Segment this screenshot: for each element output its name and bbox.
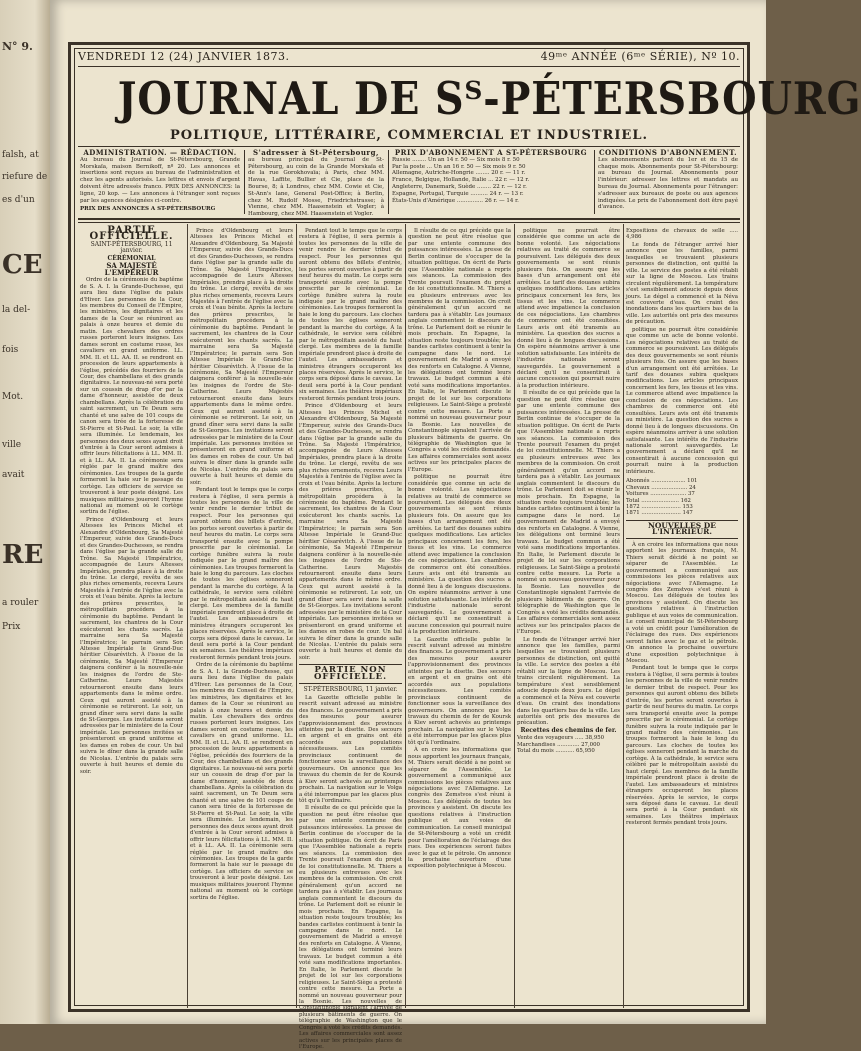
- table-row: Abonnés .................... 101: [626, 478, 698, 485]
- interior-news-heading: NOUVELLES DE L'INTÉRIEUR.: [648, 520, 716, 537]
- article-text: Pendant tout le temps que le corps restera à l'église, il sera permis à toutes les personnes de la ville de venir rendre le dernier tribut de respect. Pour les personnes qui auront obtenu des billets d'entrée, les portes seront ouvertes à partir de neuf heures du matin. Le corps sera transporté ensuite avec la pompe prescrite par le cérémonial. Le cortège funèbre suivra la route indiquée par le grand maître des cérémonies. Les troupes formeront la haie le long du parcours. Les cloches de toutes les églises sonneront pendant la marche du cortège. À la cathédrale, le service sera célébré par le métropolitain assisté du haut clergé. Les membres de la famille impériale prendront place à droite de l'autel. Les ambassadeurs et ministres étrangers occuperont les places réservées. Après le service, le corps sera déposé dans le caveau. Le deuil sera porté à la Cour pendant six semaines. Les théâtres impériaux resteront fermés pendant trois jours.: [626, 665, 738, 827]
- admin-heading: ADMINISTRATION. — RÉDACTION.: [83, 148, 237, 157]
- official-section-heading: PARTIE OFFICIELLE.: [89, 225, 174, 243]
- column-5: [517, 228, 620, 1004]
- left-fragment: CE: [2, 250, 43, 280]
- article-text: Prince d'Oldenbourg et leurs Altesses les Princes Michel et Alexandre d'Oldenbourg, Sa Majesté l'Empereur, suivie des Grands-Ducs et des Grandes-Duchesses, se rendra dans l'église par la grande salle du Trône. Sa Majesté l'Impératrice, accompagnée de Leurs Altesses Impériales, prendra place à la droite du trône. Le clergé, revêtu de ses plus riches ornements, recevra Leurs Majestés à l'entrée de l'église avec la croix et l'eau bénite. Après la lecture des prières prescrites, le métropolitain procédera à la cérémonie du baptême. Pendant le sacrement, les chantres de la Cour exécuteront les chants sacrés. La marraine sera Sa Majesté l'Impératrice; le parrain sera Son Altesse Impériale le Grand-Duc héritier Césarévitch. À l'issue de la cérémonie, Sa Majesté l'Empereur daignera conférer à la nouvelle-née les insignes de l'ordre de Ste-Catherine. Leurs Majestés retourneront ensuite dans leurs appartements dans le même ordre. Ceux qui auront assisté à la cérémonie se retireront. Le soir, un grand dîner sera servi dans la salle de St-Georges. Les invitations seront adressées par le ministère de la Cour impériale. Les personnes invitées se présenteront en grand uniforme et les dames en robes de cour. Un bal suivra le dîner dans la grande salle de Nicolas. L'entrée du palais sera ouverte à huit heures et demie du soir.: [190, 228, 293, 486]
- left-fragment: Prix: [2, 622, 21, 632]
- left-fragment: falsh, at: [2, 150, 39, 160]
- admin-text: Au bureau du Journal de St-Pétersbourg, Grande Morskaïa, maison Bernikoff, nº 20. Les annonces et insertions sont reçues au bureau de l'administration et chez les agents autorisés. Les lettres et envois d'argent doivent être adressés franco. PRIX DES ANNONCES: la ligne, 20 kop. — Les annonces à l'étranger sont reçues par les agences désignées ci-contre.: [80, 156, 240, 204]
- article-text: politique ne pourrait être considérée que comme un acte de bonne volonté. Les négociations relatives au traité de commerce se poursuivent. Les délégués des deux gouvernements se sont réunis plusieurs fois. On assure que les bases d'un arrangement ont été arrêtées. Le tarif des douanes subira quelques modifications. Les articles principaux concernent les fers, les tissus et les vins. Le commerce attend avec impatience la conclusion de ces négociations. Les chambres de commerce ont été consultées. Leurs avis ont été transmis au ministère. La question des sucres a donné lieu à de longues discussions. On espère néanmoins arriver à une solution satisfaisante. Les intérêts de l'industrie nationale seront sauvegardés. Le gouvernement a déclaré qu'il ne consentirait à aucune concession qui pourrait nuire à la production intérieure.: [626, 326, 738, 475]
- newspaper-page: [50, 0, 861, 1051]
- conditions-heading: CONDITIONS D'ABONNEMENT.: [598, 148, 738, 157]
- emperor-heading: SA MAJESTÉ L'EMPEREUR: [104, 261, 159, 277]
- railway-table: [517, 735, 620, 754]
- annonce-prices: PRIX DES ANNONCES A ST-PÉTERSBOURG: [80, 206, 216, 213]
- article-text: La Gazette officielle publie le rescrit suivant adressé au ministre des finances. Le gouvernement a pris des mesures pour assurer l'approvisionnement des provinces atteintes par la disette. Des secours en argent et en grains ont été accordés aux populations nécessiteuses. Les comités provinciaux continuent de fonctionner sous la surveillance des gouverneurs. On annonce que les travaux du chemin de fer de Koursk à Kiev seront achevés au printemps prochain. La navigation sur le Volga a été interrompue par les glaces plus tôt qu'à l'ordinaire.: [408, 636, 511, 746]
- price-line: Par la poste ... Un an 16 r. 50 — Six mois 9 r. 50: [392, 163, 526, 170]
- conditions-text: Les abonnements partent du 1er et du 15 de chaque mois. Abonnements pour St-Pétersbourg: au bureau du Journal. Abonnements pour l'intérieur: adresser les lettres et mandats au bureau du Journal. Abonnements pour l'étranger: s'adresser aux bureaux de poste ou aux agences indiquées. Le prix de l'abonnement doit être payé d'avance.: [598, 156, 738, 211]
- table-row: 1871 ....................... 147: [626, 510, 693, 517]
- conditions-box: [598, 150, 738, 214]
- non-official-heading: PARTIE NON OFFICIELLE.: [313, 665, 388, 682]
- dateline: SAINT-PÉTERSBOURG, 11 janvier.: [90, 240, 173, 255]
- masthead-subtitle: POLITIQUE, LITTÉRAIRE, COMMERCIAL ET INDUSTRIEL.: [170, 128, 648, 143]
- ceremonial-heading: CÉRÉMONIAL: [107, 254, 156, 262]
- dateline: ST-PÉTERSBOURG, 11 janvier.: [303, 686, 398, 694]
- article-text: Il résulte de ce qui précède que la question ne peut être résolue que par une entente commune des puissances intéressées. La presse de Berlin continue de s'occuper de la situation politique. On écrit de Paris que l'Assemblée nationale a repris ses séances. La commission des Trente poursuit l'examen du projet de loi constitutionnelle. M. Thiers a eu plusieurs entrevues avec les membres de la commission. On croit généralement qu'un accord ne tardera pas à s'établir. Les journaux anglais commentent le discours du trône. Le Parlement doit se réunir le mois prochain. En Espagne, la situation reste toujours troublée; les bandes carlistes continuent à tenir la campagne dans le nord. Le gouvernement de Madrid a envoyé des renforts en Catalogne. À Vienne, les délégations ont terminé leurs travaux. Le budget commun a été voté sans modifications importantes. En Italie, le Parlement discute le projet de loi sur les corporations religieuses. Le Saint-Siège a protesté contre cette mesure. La Porte a nommé un nouveau gouverneur pour la Bosnie. Les nouvelles de Constantinople signalent l'arrivée de plusieurs bâtiments de guerre. On télégraphie de Washington que le Congrès a voté les crédits demandés. Les affaires commerciales sont assez actives sur les principales places de l'Europe.: [517, 390, 620, 636]
- date-issue-line: [78, 50, 740, 64]
- article-text: Ordre de la cérémonie du baptême de S. A. I. la Grande-Duchesse, qui aura lieu dans l'église du palais d'Hiver. Les personnes de la Cour, les membres du Conseil de l'Empire, les ministres, les dignitaires et les dames de la Cour se réuniront au palais à onze heures et demie du matin. Les chevaliers des ordres russes porteront leurs insignes. Les dames seront en costume russe, les cavaliers en grand uniforme. LL. MM. II. et LL. AA. II. se rendront en procession de leurs appartements à l'église, précédés des fourriers de la Cour, des chambellans et des grands dignitaires. Le nouveau-né sera porté sur un coussin de drap d'or par la dame d'honneur, assistée de deux chambellans. Après la célébration du saint sacrement, un Te Deum sera chanté et une salve de 101 coups de canon sera tirée de la forteresse de St-Pierre et St-Paul. Le soir, la ville sera illuminée. Le lendemain, les personnes des deux sexes ayant droit d'entrée à la Cour seront admises à offrir leurs félicitations à LL. MM. II. et à LL. AA. II. La cérémonie sera réglée par le grand maître des cérémonies. Les troupes de la garde formeront la haie sur le passage du cortège. Les officiers de service se trouveront à leur poste désigné. Les musiques militaires joueront l'hymne national au moment où le cortège sortira de l'église.: [80, 277, 183, 516]
- left-fragment: avait: [2, 470, 25, 480]
- stats-table: [626, 478, 738, 517]
- column-6: [626, 228, 738, 1004]
- exhibition-line: Expositions de chevaux de selle ..... 4,986: [626, 228, 738, 241]
- left-fragment: fois: [2, 345, 19, 355]
- left-fragment: Mot.: [2, 392, 24, 402]
- admin-box: [80, 150, 240, 214]
- price-line: Espagne, Portugal, Turquie .......... 24 r. — 13 r.: [392, 190, 524, 197]
- left-fragment: N° 9.: [2, 40, 33, 53]
- article-text: Le fonds de l'étranger arrivé hier annonce que les familles, parmi lesquelles se trouvaient plusieurs personnes de distinction, ont quitté la ville. Le service des postes a été rétabli sur la ligne de Moscou. Les trains circulent régulièrement. La température s'est sensiblement adoucie depuis deux jours. Le dégel a commencé et la Néva est couverte d'eau. On craint des inondations dans les quartiers bas de la ville. Les autorités ont pris des mesures de précaution.: [626, 241, 738, 326]
- article-text: La Gazette officielle publie le rescrit suivant adressé au ministre des finances. Le gouvernement a pris des mesures pour assurer l'approvisionnement des provinces atteintes par la disette. Des secours en argent et en grains ont été accordés aux populations nécessiteuses. Les comités provinciaux continuent de fonctionner sous la surveillance des gouverneurs. On annonce que les travaux du chemin de fer de Koursk à Kiev seront achevés au printemps prochain. La navigation sur le Volga a été interrompue par les glaces plus tôt qu'à l'ordinaire.: [299, 694, 402, 804]
- price-line: Allemagne, Autriche-Hongrie ........ 20 r. — 11 r.: [392, 170, 526, 177]
- article-text: politique ne pourrait être considérée que comme un acte de bonne volonté. Les négociations relatives au traité de commerce se poursuivent. Les délégués des deux gouvernements se sont réunis plusieurs fois. On assure que les bases d'un arrangement ont été arrêtées. Le tarif des douanes subira quelques modifications. Les articles principaux concernent les fers, les tissus et les vins. Le commerce attend avec impatience la conclusion de ces négociations. Les chambres de commerce ont été consultées. Leurs avis ont été transmis au ministère. La question des sucres a donné lieu à de longues discussions. On espère néanmoins arriver à une solution satisfaisante. Les intérêts de l'industrie nationale seront sauvegardés. Le gouvernement a déclaré qu'il ne consentirait à aucune concession qui pourrait nuire à la production intérieure.: [408, 474, 511, 636]
- left-fragment: ville: [2, 440, 22, 450]
- adjacent-page-edge: [0, 0, 50, 1024]
- table-row: Voitures ..................... 37: [626, 491, 695, 498]
- railway-table-heading: Recettes des chemins de fer.: [520, 726, 617, 734]
- table-row: Chevaux ..................... 24: [626, 484, 696, 491]
- column-2: [190, 228, 293, 1004]
- article-text: Prince d'Oldenbourg et leurs Altesses les Princes Michel et Alexandre d'Oldenbourg, Sa Majesté l'Empereur, suivie des Grands-Ducs et des Grandes-Duchesses, se rendra dans l'église par la grande salle du Trône. Sa Majesté l'Impératrice, accompagnée de Leurs Altesses Impériales, prendra place à la droite du trône. Le clergé, revêtu de ses plus riches ornements, recevra Leurs Majestés à l'entrée de l'église avec la croix et l'eau bénite. Après la lecture des prières prescrites, le métropolitain procédera à la cérémonie du baptême. Pendant le sacrement, les chantres de la Cour exécuteront les chants sacrés. La marraine sera Sa Majesté l'Impératrice; le parrain sera Son Altesse Impériale le Grand-Duc héritier Césarévitch. À l'issue de la cérémonie, Sa Majesté l'Empereur daignera conférer à la nouvelle-née les insignes de l'ordre de Ste-Catherine. Leurs Majestés retourneront ensuite dans leurs appartements dans le même ordre. Ceux qui auront assisté à la cérémonie se retireront. Le soir, un grand dîner sera servi dans la salle de St-Georges. Les invitations seront adressées par le ministère de la Cour impériale. Les personnes invitées se présenteront en grand uniforme et les dames en robes de cour. Un bal suivra le dîner dans la grande salle de Nicolas. L'entrée du palais sera ouverte à huit heures et demie du soir.: [80, 516, 183, 775]
- price-line: Russie ........ Un an 14 r. 50 — Six mois 8 r. 50: [392, 156, 520, 163]
- prices-heading: PRIX D'ABONNEMENT A ST-PÉTERSBOURG: [394, 148, 588, 157]
- price-line: États-Unis d'Amérique ............... 26 r. — 14 r.: [392, 197, 519, 204]
- issue-date: VENDREDI 12 (24) JANVIER 1873.: [78, 50, 290, 63]
- left-fragment: la del-: [2, 305, 31, 315]
- table-row: Total du mois ........... 65,950: [517, 748, 595, 755]
- left-fragment: RE: [2, 540, 44, 570]
- article-text: Pendant tout le temps que le corps restera à l'église, il sera permis à toutes les personnes de la ville de venir rendre le dernier tribut de respect. Pour les personnes qui auront obtenu des billets d'entrée, les portes seront ouvertes à partir de neuf heures du matin. Le corps sera transporté ensuite avec la pompe prescrite par le cérémonial. Le cortège funèbre suivra la route indiquée par le grand maître des cérémonies. Les troupes formeront la haie le long du parcours. Les cloches de toutes les églises sonneront pendant la marche du cortège. À la cathédrale, le service sera célébré par le métropolitain assisté du haut clergé. Les membres de la famille impériale prendront place à droite de l'autel. Les ambassadeurs et ministres étrangers occuperont les places réservées. Après le service, le corps sera déposé dans le caveau. Le deuil sera porté à la Cour pendant six semaines. Les théâtres impériaux resteront fermés pendant trois jours.: [299, 228, 402, 402]
- article-text: Ordre de la cérémonie du baptême de S. A. I. la Grande-Duchesse, qui aura lieu dans l'église du palais d'Hiver. Les personnes de la Cour, les membres du Conseil de l'Empire, les ministres, les dignitaires et les dames de la Cour se réuniront au palais à onze heures et demie du matin. Les chevaliers des ordres russes porteront leurs insignes. Les dames seront en costume russe, les cavaliers en grand uniforme. LL. MM. II. et LL. AA. II. se rendront en procession de leurs appartements à l'église, précédés des fourriers de la Cour, des chambellans et des grands dignitaires. Le nouveau-né sera porté sur un coussin de drap d'or par la dame d'honneur, assistée de deux chambellans. Après la célébration du saint sacrement, un Te Deum sera chanté et une salve de 101 coups de canon sera tirée de la forteresse de St-Pierre et St-Paul. Le soir, la ville sera illuminée. Le lendemain, les personnes des deux sexes ayant droit d'entrée à la Cour seront admises à offrir leurs félicitations à LL. MM. II. et à LL. AA. II. La cérémonie sera réglée par le grand maître des cérémonies. Les troupes de la garde formeront la haie sur le passage du cortège. Les officiers de service se trouveront à leur poste désigné. Les musiques militaires joueront l'hymne national au moment où le cortège sortira de l'église.: [190, 662, 293, 901]
- table-row: 1872 ....................... 153: [626, 504, 693, 511]
- article-text: Le fonds de l'étranger arrivé hier annonce que les familles, parmi lesquelles se trouvaient plusieurs personnes de distinction, ont quitté la ville. Le service des postes a été rétabli sur la ligne de Moscou. Les trains circulent régulièrement. La température s'est sensiblement adoucie depuis deux jours. Le dégel a commencé et la Néva est couverte d'eau. On craint des inondations dans les quartiers bas de la ville. Les autorités ont pris des mesures de précaution.: [517, 636, 620, 727]
- article-text: Prince d'Oldenbourg et leurs Altesses les Princes Michel et Alexandre d'Oldenbourg, Sa Majesté l'Empereur, suivie des Grands-Ducs et des Grandes-Duchesses, se rendra dans l'église par la grande salle du Trône. Sa Majesté l'Impératrice, accompagnée de Leurs Altesses Impériales, prendra place à la droite du trône. Le clergé, revêtu de ses plus riches ornements, recevra Leurs Majestés à l'entrée de l'église avec la croix et l'eau bénite. Après la lecture des prières prescrites, le métropolitain procédera à la cérémonie du baptême. Pendant le sacrement, les chantres de la Cour exécuteront les chants sacrés. La marraine sera Sa Majesté l'Impératrice; le parrain sera Son Altesse Impériale le Grand-Duc héritier Césarévitch. À l'issue de la cérémonie, Sa Majesté l'Empereur daignera conférer à la nouvelle-née les insignes de l'ordre de Ste-Catherine. Leurs Majestés retourneront ensuite dans leurs appartements dans le même ordre. Ceux qui auront assisté à la cérémonie se retireront. Le soir, un grand dîner sera servi dans la salle de St-Georges. Les invitations seront adressées par le ministère de la Cour impériale. Les personnes invitées se présenteront en grand uniforme et les dames en robes de cour. Un bal suivra le dîner dans la grande salle de Nicolas. L'entrée du palais sera ouverte à huit heures et demie du soir.: [299, 403, 402, 661]
- price-line: France, Belgique, Hollande, Italie ... 22 r. — 12 r.: [392, 177, 530, 184]
- article-text: Pendant tout le temps que le corps restera à l'église, il sera permis à toutes les personnes de la ville de venir rendre le dernier tribut de respect. Pour les personnes qui auront obtenu des billets d'entrée, les portes seront ouvertes à partir de neuf heures du matin. Le corps sera transporté ensuite avec la pompe prescrite par le cérémonial. Le cortège funèbre suivra la route indiquée par le grand maître des cérémonies. Les troupes formeront la haie le long du parcours. Les cloches de toutes les églises sonneront pendant la marche du cortège. À la cathédrale, le service sera célébré par le métropolitain assisté du haut clergé. Les membres de la famille impériale prendront place à droite de l'autel. Les ambassadeurs et ministres étrangers occuperont les places réservées. Après le service, le corps sera déposé dans le caveau. Le deuil sera porté à la Cour pendant six semaines. Les théâtres impériaux resteront fermés pendant trois jours.: [190, 487, 293, 661]
- article-text: Il résulte de ce qui précède que la question ne peut être résolue que par une entente commune des puissances intéressées. La presse de Berlin continue de s'occuper de la situation politique. On écrit de Paris que l'Assemblée nationale a repris ses séances. La commission des Trente poursuit l'examen du projet de loi constitutionnelle. M. Thiers a eu plusieurs entrevues avec les membres de la commission. On croit généralement qu'un accord ne tardera pas à s'établir. Les journaux anglais commentent le discours du trône. Le Parlement doit se réunir le mois prochain. En Espagne, la situation reste toujours troublée; les bandes carlistes continuent à tenir la campagne dans le nord. Le gouvernement de Madrid a envoyé des renforts en Catalogne. À Vienne, les délégations ont terminé leurs travaux. Le budget commun a été voté sans modifications importantes. En Italie, le Parlement discute le projet de loi sur les corporations religieuses. Le Saint-Siège a protesté contre cette mesure. La Porte a nommé un nouveau gouverneur pour la Bosnie. Les nouvelles de Constantinople signalent l'arrivée de plusieurs bâtiments de guerre. On télégraphie de Washington que le Congrès a voté les crédits demandés. Les affaires commerciales sont assez actives sur les principales places de l'Europe.: [299, 805, 402, 1051]
- article-text: politique ne pourrait être considérée que comme un acte de bonne volonté. Les négociations relatives au traité de commerce se poursuivent. Les délégués des deux gouvernements se sont réunis plusieurs fois. On assure que les bases d'un arrangement ont été arrêtées. Le tarif des douanes subira quelques modifications. Les articles principaux concernent les fers, les tissus et les vins. Le commerce attend avec impatience la conclusion de ces négociations. Les chambres de commerce ont été consultées. Leurs avis ont été transmis au ministère. La question des sucres a donné lieu à de longues discussions. On espère néanmoins arriver à une solution satisfaisante. Les intérêts de l'industrie nationale seront sauvegardés. Le gouvernement a déclaré qu'il ne consentirait à aucune concession qui pourrait nuire à la production intérieure.: [517, 228, 620, 389]
- article-text: À en croire les informations que nous apportent les journaux français, M. Thiers serait décidé à ne point se séparer de l'Assemblée. Le gouvernement a communiqué aux commissions les pièces relatives aux négociations avec l'Allemagne. Le congrès des Zemstvos s'est réuni à Moscou. Les délégués de toutes les provinces y assistent. On discute les questions relatives à l'instruction publique et aux voies de communication. Le conseil municipal de St-Pétersbourg a voté un crédit pour l'amélioration de l'éclairage des rues. Des expériences seront faites avec le gaz et le pétrole. On annonce la prochaine ouverture d'une exposition polytechnique à Moscou.: [408, 747, 511, 870]
- subscription-prices-box: [392, 150, 590, 214]
- table-row: Vente des voyageurs ..... 38,950: [517, 735, 605, 742]
- table-row: Marchandises ............. 27,000: [517, 741, 600, 748]
- agents-text: au bureau principal du Journal de St-Pétersbourg, au coin de la Grande Morskaïa et de la rue Gorokhovaïa; à Paris, chez MM. Havas, Laffite, Bullier et Cie, place de la Bourse, 8; à Londres, chez MM. Cowie et Cie, St-Ann's lane, General Post-Office; à Berlin, chez M. Rudolf Mosse, Friedrichstrasse; à Vienne, chez MM. Haasenstein et Vogler; à Hambourg, chez MM. Haasenstein et Vogler.: [248, 156, 384, 218]
- table-row: Total ...................... 162: [626, 497, 691, 504]
- column-1: [80, 225, 183, 1004]
- article-text: Il résulte de ce qui précède que la question ne peut être résolue que par une entente commune des puissances intéressées. La presse de Berlin continue de s'occuper de la situation politique. On écrit de Paris que l'Assemblée nationale a repris ses séances. La commission des Trente poursuit l'examen du projet de loi constitutionnelle. M. Thiers a eu plusieurs entrevues avec les membres de la commission. On croit généralement qu'un accord ne tardera pas à s'établir. Les journaux anglais commentent le discours du trône. Le Parlement doit se réunir le mois prochain. En Espagne, la situation reste toujours troublée; les bandes carlistes continuent à tenir la campagne dans le nord. Le gouvernement de Madrid a envoyé des renforts en Catalogne. À Vienne, les délégations ont terminé leurs travaux. Le budget commun a été voté sans modifications importantes. En Italie, le Parlement discute le projet de loi sur les corporations religieuses. Le Saint-Siège a protesté contre cette mesure. La Porte a nommé un nouveau gouverneur pour la Bosnie. Les nouvelles de Constantinople signalent l'arrivée de plusieurs bâtiments de guerre. On télégraphie de Washington que le Congrès a voté les crédits demandés. Les affaires commerciales sont assez actives sur les principales places de l'Europe.: [408, 228, 511, 473]
- agents-box: [248, 148, 384, 218]
- left-fragment: riefure de: [2, 172, 48, 182]
- masthead-title: JOURNAL DE Sᵀ-PÉTERSBOURG: [117, 72, 861, 125]
- issue-number: 49ᵐᵉ ANNÉE (6ᵐᵉ SÉRIE), Nº 10.: [540, 50, 740, 63]
- article-text: À en croire les informations que nous apportent les journaux français, M. Thiers serait décidé à ne point se séparer de l'Assemblée. Le gouvernement a communiqué aux commissions les pièces relatives aux négociations avec l'Allemagne. Le congrès des Zemstvos s'est réuni à Moscou. Les délégués de toutes les provinces y assistent. On discute les questions relatives à l'instruction publique et aux voies de communication. Le conseil municipal de St-Pétersbourg a voté un crédit pour l'amélioration de l'éclairage des rues. Des expériences seront faites avec le gaz et le pétrole. On annonce la prochaine ouverture d'une exposition polytechnique à Moscou.: [626, 541, 738, 664]
- agents-heading: S'adresser à St-Pétersbourg,: [253, 148, 379, 157]
- left-fragment: a rouler: [2, 598, 39, 608]
- column-3: [299, 228, 402, 1051]
- column-4: [408, 228, 511, 1004]
- left-fragment: es d'un: [2, 195, 35, 205]
- price-line: Angleterre, Danemark, Suède ........ 22 r. — 12 r.: [392, 183, 527, 190]
